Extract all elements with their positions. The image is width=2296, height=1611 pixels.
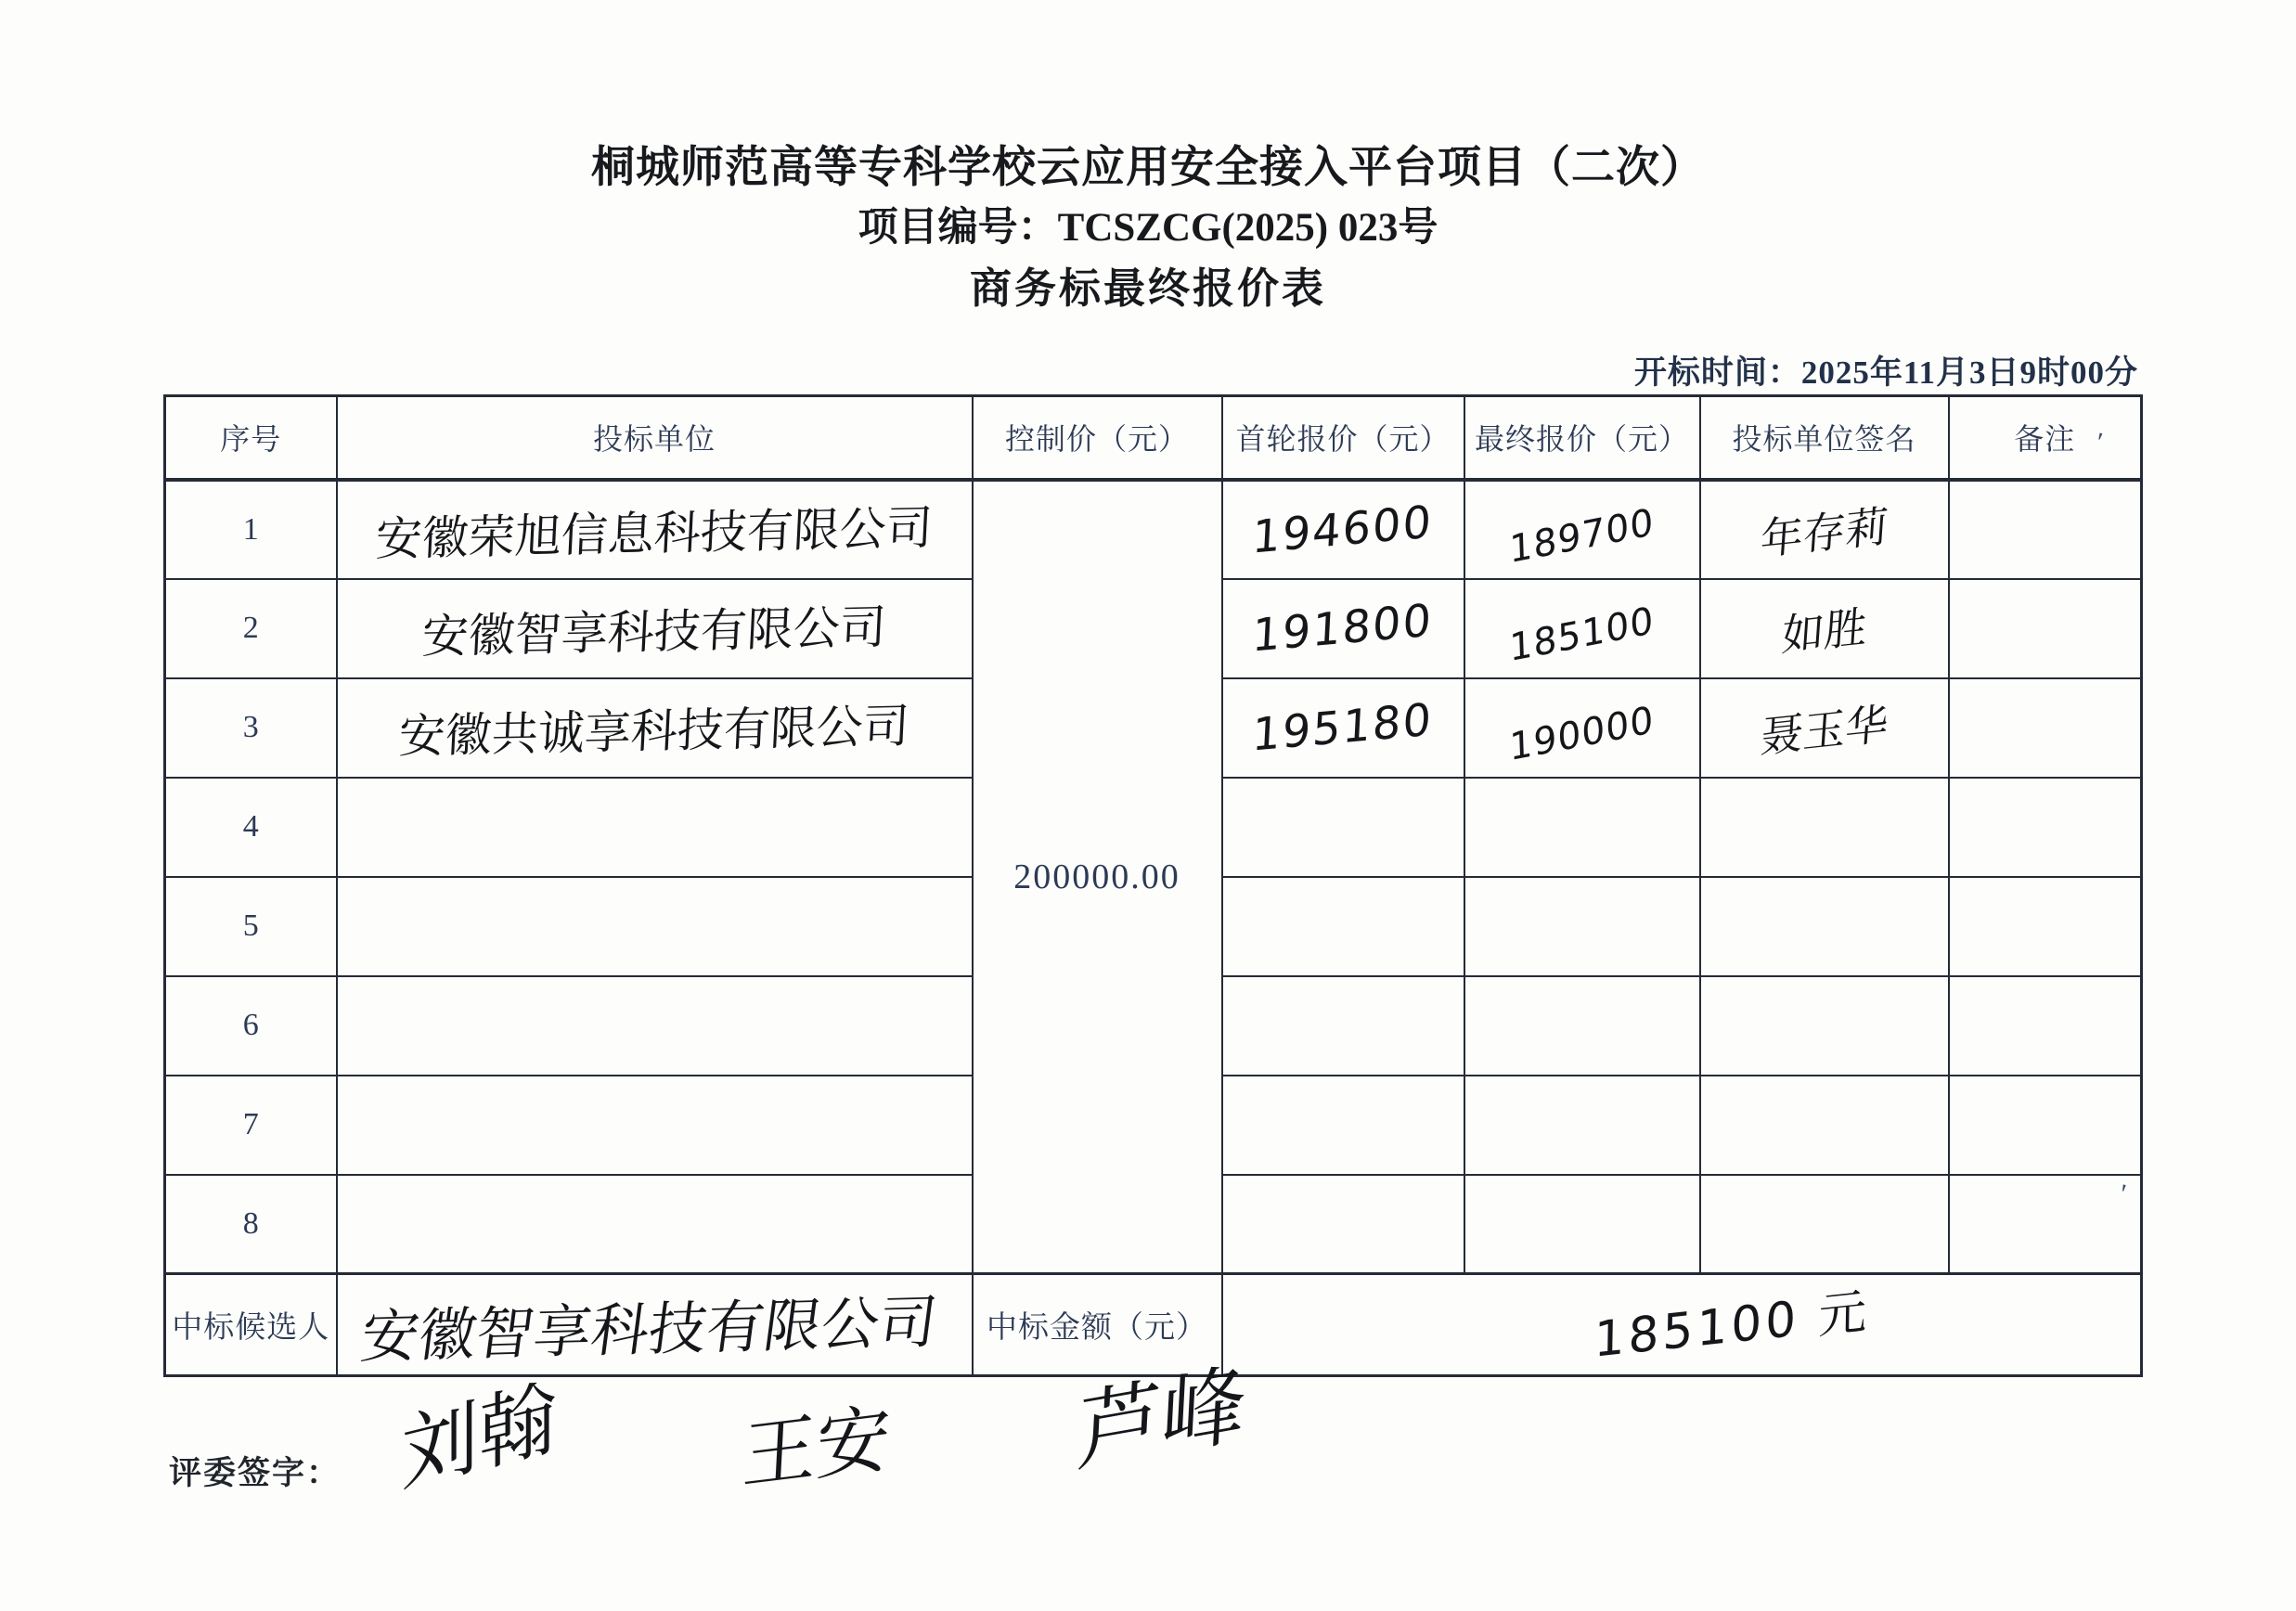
bidder-signature-handwritten: 如胜: [1779, 600, 1868, 662]
final-offer-cell: [1464, 678, 1700, 778]
row-number: 8: [165, 1175, 337, 1274]
bidder-name-handwritten: 安徽荣旭信息科技有限公司: [374, 500, 935, 566]
header-seq: 序号: [165, 396, 337, 480]
winner-amount-label: 中标金额（元）: [973, 1274, 1222, 1376]
bidder-name-cell: [337, 778, 973, 877]
first-offer-cell: [1222, 976, 1464, 1076]
final-offer-handwritten: 189700: [1508, 500, 1656, 572]
table-row: [165, 480, 2142, 579]
bidder-name-cell: [337, 678, 973, 778]
winner-amount-handwritten: 185100 元: [1593, 1283, 1871, 1369]
bidder-name-handwritten: 安徽智享科技有限公司: [420, 599, 888, 664]
bidder-name-cell: [337, 579, 973, 678]
bidder-signature-handwritten: 年存莉: [1758, 499, 1890, 565]
bidder-name-cell: [337, 1175, 973, 1274]
first-offer-handwritten: 191800: [1251, 594, 1435, 663]
signature-cell: [1700, 976, 1949, 1076]
bidder-name-cell: [337, 976, 973, 1076]
table-header-row: [165, 396, 2142, 480]
remark-cell: [1949, 877, 2142, 976]
control-price-cell: 200000.00: [973, 480, 1222, 1274]
final-offer-cell: [1464, 1175, 1700, 1274]
row-number: 7: [165, 1076, 337, 1175]
final-offer-cell: [1464, 778, 1700, 877]
header-first-offer: 首轮报价（元）: [1222, 396, 1464, 480]
open-time: 开标时间：2025年11月3日9时00分: [1633, 354, 2138, 391]
first-offer-cell: [1222, 579, 1464, 678]
remark-cell: [1949, 1076, 2142, 1175]
winner-label: 中标候选人: [165, 1274, 337, 1376]
row-number: 2: [165, 579, 337, 678]
header-remark: 备注: [1949, 396, 2142, 480]
signature-cell: [1700, 480, 1949, 579]
row-number: 5: [165, 877, 337, 976]
bidder-name-cell: [337, 877, 973, 976]
project-title: 桐城师范高等专科学校云应用安全接入平台项目（二次）: [591, 144, 1705, 192]
scan-speck: ': [2091, 426, 2106, 458]
signature-cell: [1700, 1076, 1949, 1175]
signature-cell: [1700, 579, 1949, 678]
first-offer-cell: [1222, 480, 1464, 579]
header-bidder-signature: 投标单位签名: [1700, 396, 1949, 480]
bidder-name-cell: [337, 480, 973, 579]
project-number: 项目编号：TCSZCG(2025) 023号: [858, 206, 1438, 250]
remark-cell: [1949, 579, 2142, 678]
remark-cell: [1949, 480, 2142, 579]
first-offer-cell: [1222, 678, 1464, 778]
row-number: 6: [165, 976, 337, 1076]
final-offer-cell: [1464, 480, 1700, 579]
row-number: 4: [165, 778, 337, 877]
first-offer-handwritten: 195180: [1251, 693, 1435, 762]
final-offer-cell: [1464, 579, 1700, 678]
scan-speck: ': [2116, 1178, 2129, 1210]
judge-signature-2: 王安: [740, 1394, 893, 1501]
bid-table: [163, 394, 2143, 1377]
final-offer-cell: [1464, 976, 1700, 1076]
final-offer-cell: [1464, 1076, 1700, 1175]
header-bidder: 投标单位: [337, 396, 973, 480]
row-number: 1: [165, 480, 337, 579]
judge-signature-3: 芦峰: [1075, 1352, 1249, 1485]
remark-cell: [1949, 678, 2142, 778]
winner-amount-cell: [1222, 1274, 2142, 1376]
final-offer-cell: [1464, 877, 1700, 976]
bidder-name-cell: [337, 1076, 973, 1175]
first-offer-cell: [1222, 778, 1464, 877]
first-offer-handwritten: 194600: [1251, 495, 1435, 564]
winner-name-handwritten: 安徽智享科技有限公司: [356, 1287, 942, 1372]
final-offer-handwritten: 190000: [1508, 698, 1656, 770]
remark-cell: [1949, 976, 2142, 1076]
winner-name-cell: [337, 1274, 973, 1376]
signature-cell: [1700, 877, 1949, 976]
first-offer-cell: [1222, 1076, 1464, 1175]
remark-cell: [1949, 1175, 2142, 1274]
signature-cell: [1700, 1175, 1949, 1274]
sheet-title: 商务标最终报价表: [969, 265, 1326, 312]
first-offer-cell: [1222, 877, 1464, 976]
bidder-name-handwritten: 安徽共诚享科技有限公司: [397, 699, 911, 764]
judges-label: 评委签字：: [169, 1455, 342, 1491]
final-offer-handwritten: 185100: [1508, 599, 1656, 671]
header-control-price: 控制价（元）: [973, 396, 1222, 480]
first-offer-cell: [1222, 1175, 1464, 1274]
header-final-offer: 最终报价（元）: [1464, 396, 1700, 480]
judge-signature-1: 刘翰: [401, 1369, 557, 1504]
bidder-signature-handwritten: 聂玉华: [1758, 698, 1890, 763]
signature-cell: [1700, 778, 1949, 877]
row-number: 3: [165, 678, 337, 778]
signature-cell: [1700, 678, 1949, 778]
remark-cell: [1949, 778, 2142, 877]
title-block: [0, 137, 2296, 319]
